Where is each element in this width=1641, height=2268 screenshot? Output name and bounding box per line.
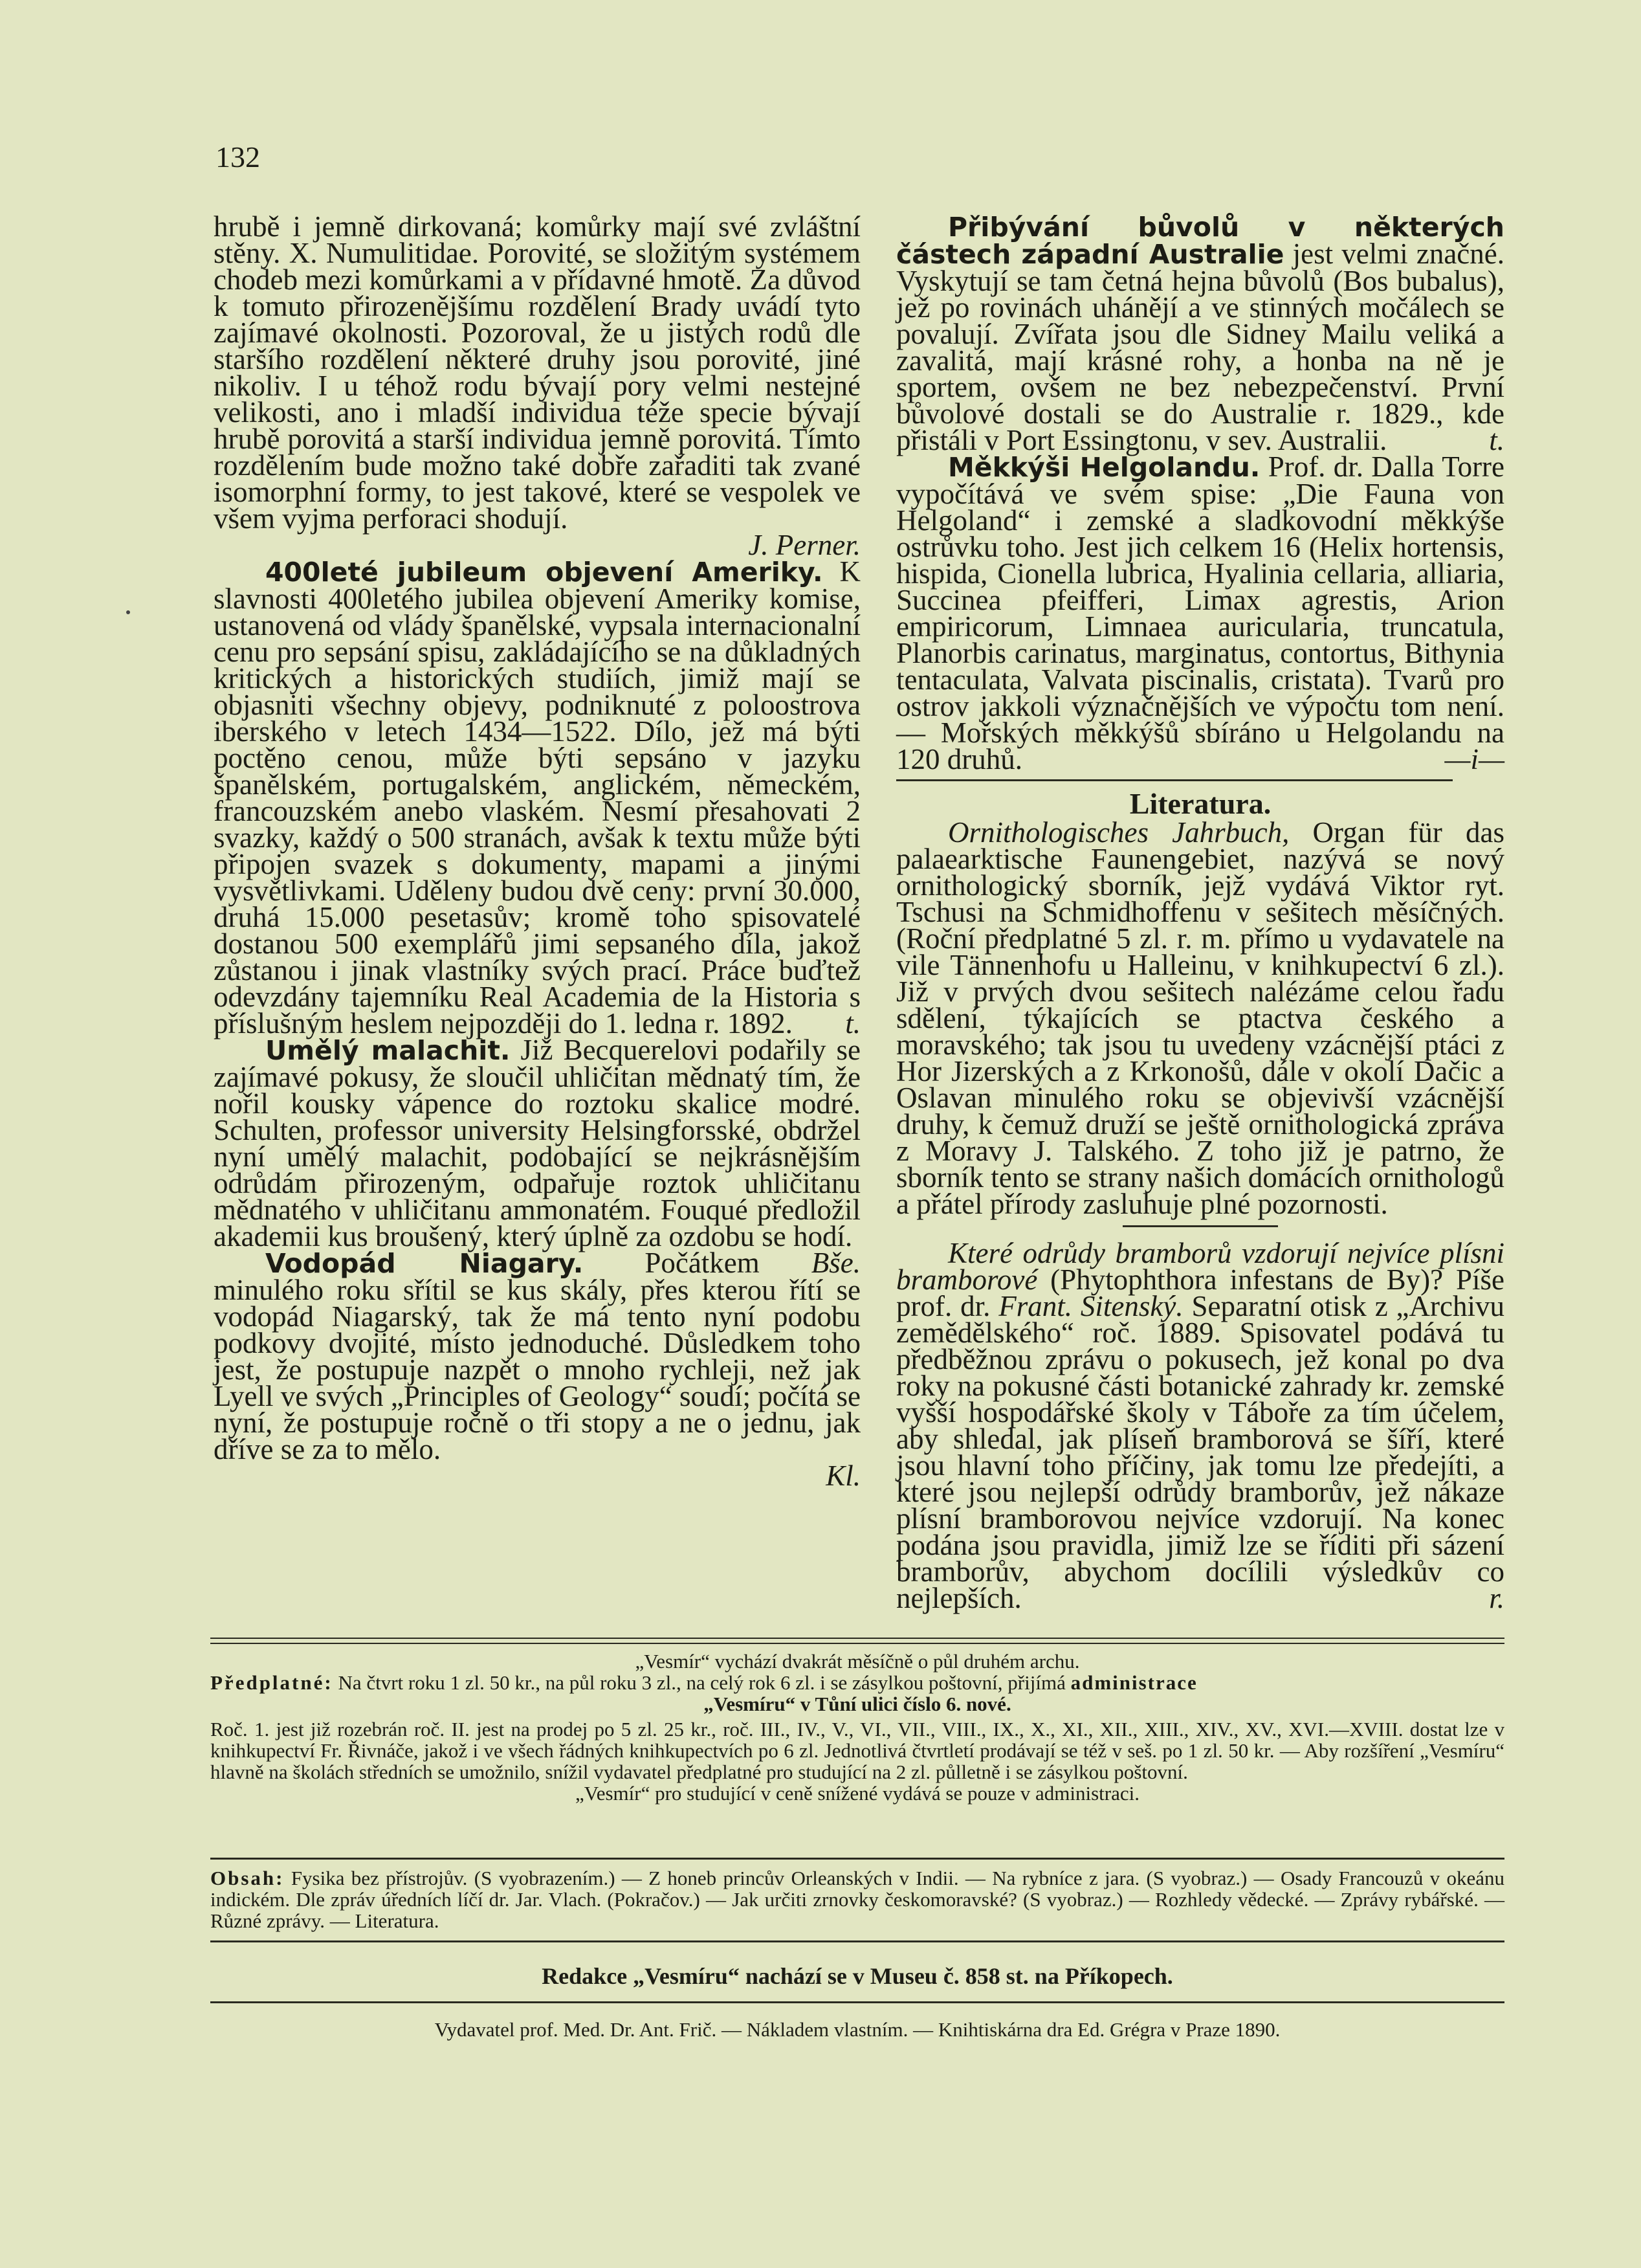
article-text: Již Becquerelovi podařily se zajímavé pokusy, že sloučil uhličitan mědnatý tím, že nořil kousky vápence do roztoku skalice modré. Schulten, professor university Helsingforsské, obdržel nyní umělý malachit, podobající se nejkrásnějším odrůdám přirozeným, odpařuje roztok uhličitanu mědnatého v uhličitanu ammonatém. Fouqué předložil akademii kus broušený, který úplně za ozdobu se hodí.: [214, 1034, 861, 1252]
subscription-info: [210, 1651, 1504, 1804]
review-potato-varieties: [896, 1237, 1504, 1614]
review-text: Organ für das palaearktische Faunengebiet, nazývá se nový ornithologický sborník, jejž vydává Viktor ryt. Tschusi na Schmidhoffenu v sešitech měsíčných. (Roční předplatné 5 zl. r. m. přímo u vydavatele na vile Tännenhofu u Halleinu, v knihkupectví 6 zl.). Již v prvých dvou sešitech nalézáme celou řadu sdělení, týkajících se ptactva českého a moravského; tak jsou tu uvedeny vzácnější ptáci z Hor Jizerských a z Krkonošů, dále v okolí Dačic a Oslavan minulého roku se objevivší vzácnější druhy, k čemuž druží se ještě ornithologická zpráva z Moravy J. Talského. Z toho již je patrno, že sborník tento se strany našich domácích ornithologů a přátel přírody zasluhuje plné pozornosti.: [896, 816, 1504, 1220]
review-title: Ornithologisches Jahrbuch,: [948, 816, 1290, 849]
article-niagara-falls: [214, 1247, 861, 1465]
article-text: jest velmi značné. Vyskytují se tam četná hejna bůvolů (Bos bubalus), jež po rovinách uhánějí a ve stinných močálech se povalují. Zvířata jsou dle Sidney Mailu veliká a zavalitá, mají krásné rohy, a honba na ně je sportem, ovšem ne bez nebezpečenství. První bůvolové dostali se do Australie r. 1829., kde přistáli v Port Essingtonu, v sev. Australii.: [896, 238, 1504, 456]
literature-title: Literatura.: [1129, 787, 1272, 820]
review-signature: r.: [1489, 1582, 1504, 1614]
article-signature: Kl.: [826, 1460, 861, 1492]
article-heading: Vodopád Niagary.: [265, 1248, 584, 1279]
section-divider: [896, 779, 1453, 781]
left-column: [214, 210, 861, 1492]
review-author: Frant. Sitenský.: [998, 1290, 1184, 1322]
article-foraminifera-text: hrubě i jemně dirkovaná; komůrky mají své zvláštní stěny. X. Numulitidae. Porovité, se složitým systémem chodeb mezi komůrkami a v přídavné hmotě. Za důvod k tomuto přirozenějšímu rozdělení Brady uvádí tyto zajímavé okolnosti. Pozoroval, že u jistých rodů dle staršího rozdělení některé druhy jsou porovité, jiné nikoliv. I u téhož rodu bývají pory velmi nestejné velikosti, ano i mladší individua téže specie bývají hrubě porovitá a starší individua jemně porovitá. Tímto rozdělením bude možno také dobře zařaditi tak zvané isomorphní formy, to jest takové, které se vespolek ve všem vyjma perforaci shodují.: [214, 210, 861, 535]
article-signature: Bše.: [811, 1247, 861, 1279]
article-text: Prof. dr. Dalla Torre vypočítává ve svém spise: „Die Fauna von Helgoland“ i zemské a sladkovodní měkkýše ostrůvku toho. Jest jich celkem 16 (Helix hortensis, hispida, Cionella lubrica, Hyalinia cellaria, alliaria, Succinea pfeifferi, Limax agrestis, Arion empiricorum, Limnaea auricularia, truncatula, Planorbis carinatus, marginatus, contortus, Bithynia tentaculata, Valvata piscinalis, cristata). Tvarů pro ostrov jakkoli význačnějších ve výpočtu tom není. — Mořských měkkýšů sbíráno u Helgolandu na 120 druhů.: [896, 450, 1505, 775]
administration-label: administrace: [1070, 1671, 1198, 1694]
footer-divider: [210, 1638, 1504, 1644]
article-signature: t.: [845, 1007, 861, 1040]
article-helgoland-molluscs: [896, 450, 1505, 775]
review-text: (Phytophthora infestans de By)? Píše prof. dr.: [896, 1263, 1504, 1322]
article-text: Počátkem minulého roku sřítil se kus skály, přes kterou řítí se vodopád Niagarský, tak že má tento nyní podobu podkovy dvojité, místo jednoduché. Důsledkem toho jest, že postupuje nazpět o mnoho rychleji, než jak Lyell ve svých „Principles of Geology“ soudí; počítá se nyní, že postupuje ročně o tři stopy a ne o jednu, jak dříve se za to mělo.: [214, 1247, 861, 1465]
subscription-label: Předplatné:: [210, 1671, 333, 1694]
review-ornithologisches-jahrbuch: [896, 816, 1504, 1220]
article-signature: J. Perner.: [748, 529, 861, 561]
administration-address: „Vesmíru“ v Tůní ulici číslo 6. nové.: [703, 1693, 1011, 1715]
back-issues-info: Roč. 1. jest již rozebrán roč. II. jest na prodej po 5 zl. 25 kr., roč. III., IV., V., VI., VII., VIII., IX., X., XI., XII., XIII., XIV., XV., XVI.—XVIII. dostat lze v knihkupectví Fr. Řivnáče, jakož i ve všech řádných knihkupectvích po 6 zl. Jednotlivá čtvrtletí prodávají se též v seš. po 1 zl. 50 kr. — Aby rozšíření „Vesmíru“ hlavně na školách středních se umožnilo, snížil vydavatel předplatné pro studující na 2 zl. půlletně i se zásylkou poštovní.: [210, 1718, 1504, 1783]
contents-label: Obsah:: [210, 1867, 285, 1889]
article-text: K slavnosti 400letého jubilea objevení Ameriky komise, ustanovená od vlády španělské, vypsala internacionalní cenu pro sepsání spisu, zakládajícího se na důkladných kritických a historických studiích, jimiž mají se objasniti všechny objevy, podniknuté z poloostrova iberského v letech 1434—1522. Dílo, jež má býti poctěno cenou, může býti sepsáno v jazyku španělském, portugalském, anglickém, německém, francouzském anebo vlaském. Nesmí přesahovati 2 svazky, každý o 500 stranách, avšak k textu může býti připojen svazek s dokumenty, mapami a jinými vysvětlivkami. Uděleny budou dvě ceny: první 30.000, druhá 15.000 pesetasův; kromě toho spisovatelé dostanou 500 exemplářů jimi sepsaného díla, jakož zůstanou i jinak vlastníky svých prací. Práce buďtež odevzdány tajemníku Real Academia de la Historia s příslušným heslem nejpozději do 1. ledna r. 1892.: [214, 555, 861, 1040]
article-columbus-jubilee: [214, 555, 861, 1040]
publisher-line: Vydavatel prof. Med. Dr. Ant. Frič. — Nákladem vlastním. — Knihtiskárna dra Ed. Grégra v Praze 1890.: [434, 2018, 1281, 2041]
editorial-divider: [210, 1940, 1504, 1942]
right-column: [896, 214, 1504, 1612]
article-buffalo-australia: [896, 214, 1504, 454]
margin-dot: [126, 610, 130, 614]
article-signature: t.: [1489, 424, 1504, 456]
subscription-text: Na čtvrt roku 1 zl. 50 kr., na půl roku 3 zl., na celý rok 6 zl. i se zásylkou poštovní, přijímá: [338, 1671, 1066, 1694]
subscription-prices: [210, 1672, 1504, 1693]
contents-text: Fysika bez přístrojův. (S vyobrazením.) — Z honeb princův Orleanských v Indii. — Na rybníce z jara. (S vyobraz.) — Osady Francouzů v okeánu indickém. Dle zpráv úředních líčí dr. Jar. Vlach. (Pokračov.) — Jak určiti zrnovky českomoravské? (S vyobraz.) — Rozhledy vědecké. — Zprávy rybářské. — Různé zprávy. — Literatura.: [210, 1867, 1505, 1932]
article-heading: Měkkýši Helgolandu.: [948, 452, 1261, 483]
article-heading: 400leté jubileum objevení Ameriky.: [265, 557, 823, 588]
review-title: Které odrůdy bramborů vzdorují nejvíce plísni bramborové: [896, 1237, 1504, 1296]
article-signature: —i—: [1444, 743, 1504, 775]
publication-frequency: „Vesmír“ vychází dvakrát měsíčně o půl druhém archu.: [635, 1650, 1080, 1673]
article-heading: Umělý malachit.: [265, 1035, 511, 1066]
article-heading: Přibývání bůvolů v některých částech západní Australie: [896, 212, 1504, 270]
editorial-office: Redakce „Vesmíru“ nachází se v Museu č. 858 st. na Příkopech.: [542, 1963, 1173, 1989]
page-number: 132: [215, 140, 260, 173]
review-text: Separatní otisk z „Archivu zemědělského“ roč. 1889. Spisovatel podává tu předběžnou zprávu o pokusech, jež konal po dva roky na pokusné části botanické zahrady kr. zemské vyšší hospodářské školy v Táboře za tím účelem, aby shledal, jak plíseň bramborová se šíří, které jsou hlavní toho příčiny, jak tomu lze předejíti, a které jsou nejlepší odrůdy bramborův, jež nákaze plísní bramborovou nejvíce vzdorují. Na konec podána jsou pravidla, jimiž lze se říditi při sázení bramborův, abychom docílili výsledkův co nejlepších.: [896, 1290, 1504, 1614]
contents-divider: [210, 1858, 1504, 1860]
issue-contents: [210, 1867, 1504, 1931]
publisher-divider: [210, 2001, 1504, 2003]
review-divider: [1123, 1225, 1278, 1227]
student-note: „Vesmír“ pro studující v ceně snížené vydává se pouze v administraci.: [575, 1782, 1140, 1805]
